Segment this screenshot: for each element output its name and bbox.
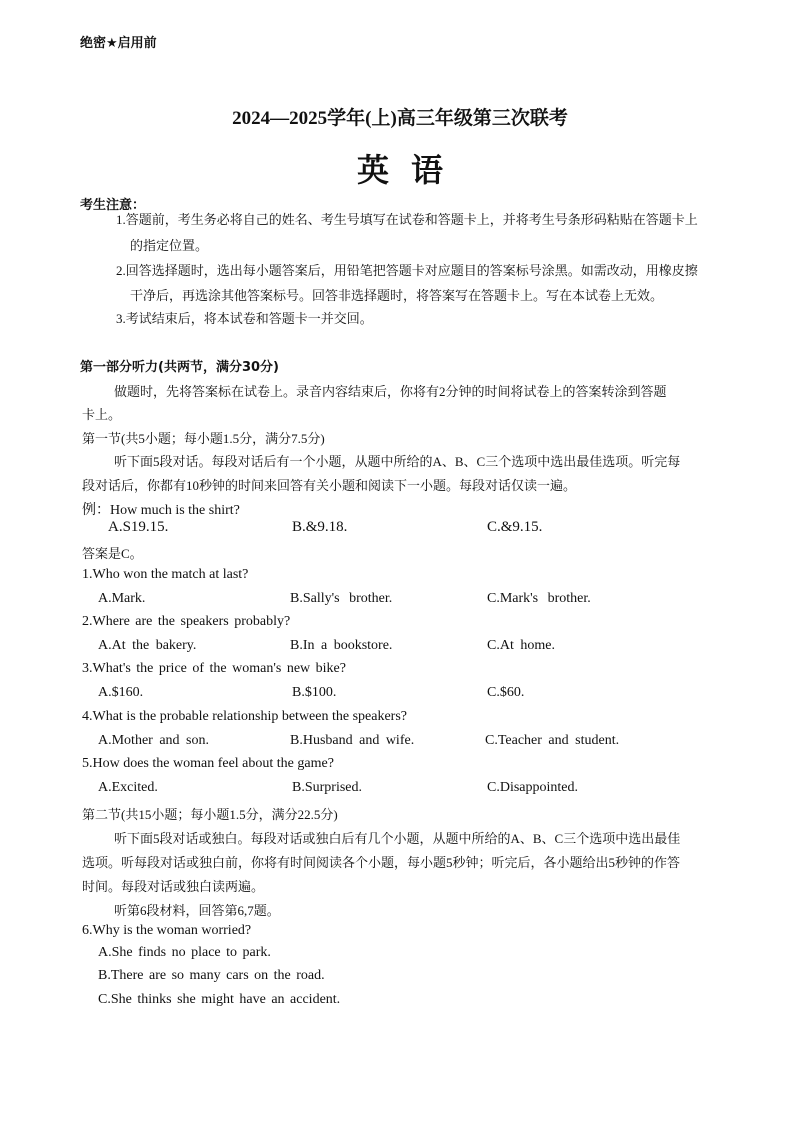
example-answer: 答案是C。 [82, 546, 143, 561]
q3-option-c: C.$60. [487, 685, 525, 700]
notice-item-2: 2.回答选择题时，选出每小题答案后，用铅笔把答题卡对应题目的答案标号涂黑。如需改动，用橡皮擦 [116, 263, 698, 278]
subject-title: 英语 [356, 151, 465, 189]
notice-item-2-cont: 干净后，再选涂其他答案标号。回答非选择题时，将答案写在答题卡上。写在本试卷上无效。 [130, 288, 664, 303]
notice-item-3: 3.考试结束后，将本试卷和答题卡一并交回。 [116, 311, 373, 326]
part1-intro-line2: 卡上。 [82, 407, 122, 422]
q2-option-b: B.In a bookstore. [290, 638, 393, 653]
section1-instr-line2: 段对话后，你都有10秒钟的时间来回答有关小题和阅读下一小题。每段对话仅读一遍。 [82, 478, 577, 493]
q5-option-a: A.Excited. [98, 780, 158, 795]
q6-option-b: B.There are so many cars on the road. [98, 968, 325, 983]
section1-heading: 第一节(共5小题；每小题1.5分，满分7.5分) [82, 431, 325, 446]
notice-heading: 考生注意： [80, 198, 146, 213]
q4-option-b: B.Husband and wife. [290, 733, 415, 748]
material-note: 听第6段材料，回答第6,7题。 [114, 903, 280, 918]
q3-option-b: B.$100. [292, 685, 337, 700]
example-option-b: B.&9.18. [292, 519, 348, 535]
example-question: 例：How much is the shirt? [82, 503, 240, 518]
q2-option-a: A.At the bakery. [98, 638, 197, 653]
notice-item-1: 1.答题前，考生务必将自己的姓名、考生号填写在试卷和答题卡上，并将考生号条形码粘贴在答题卡上 [116, 212, 698, 227]
part1-intro-line1: 做题时，先将答案标在试卷上。录音内容结束后，你将有2分钟的时间将试卷上的答案转涂到答题 [114, 384, 667, 399]
q4-option-a: A.Mother and son. [98, 733, 209, 748]
q1-option-b: B.Sally's brother. [290, 591, 393, 606]
q2-option-c: C.At home. [487, 638, 555, 653]
section2-instr-line2: 选项。听每段对话或独白前，你将有时间阅读各个小题，每小题5秒钟；听完后，各小题给出5秒钟的作答 [82, 855, 681, 870]
confidential-label: 绝密★启用前 [80, 36, 157, 51]
q1-option-a: A.Mark. [98, 591, 146, 606]
section1-instr-line1: 听下面5段对话。每段对话后有一个小题，从题中所给的A、B、C三个选项中选出最佳选项。听完每 [114, 454, 681, 469]
q5-option-c: C.Disappointed. [487, 780, 578, 795]
part1-heading: 第一部分听力(共两节，满分30分) [80, 360, 279, 375]
q6-option-a: A.She finds no place to park. [98, 945, 271, 960]
q3-option-a: A.$160. [98, 685, 144, 700]
notice-item-1-cont: 的指定位置。 [130, 238, 209, 253]
example-option-c: C.&9.15. [487, 519, 543, 535]
question-5: 5.How does the woman feel about the game? [82, 756, 334, 771]
example-option-a: A.S19.15. [108, 519, 169, 535]
section2-heading: 第二节(共15小题；每小题1.5分，满分22.5分) [82, 807, 338, 822]
q4-option-c: C.Teacher and student. [485, 733, 620, 748]
question-3: 3.What's the price of the woman's new bike? [82, 661, 346, 676]
exam-title: 2024—2025学年(上)高三年级第三次联考 [232, 108, 568, 129]
q5-option-b: B.Surprised. [292, 780, 362, 795]
question-4: 4.What is the probable relationship between the speakers? [82, 709, 407, 724]
question-1: 1.Who won the match at last? [82, 567, 249, 582]
section2-instr-line1: 听下面5段对话或独白。每段对话或独白后有几个小题，从题中所给的A、B、C三个选项中选出最佳 [114, 831, 681, 846]
q1-option-c: C.Mark's brother. [487, 591, 591, 606]
question-2: 2.Where are the speakers probably? [82, 614, 291, 629]
q6-option-c: C.She thinks she might have an accident. [98, 992, 341, 1007]
question-6: 6.Why is the woman worried? [82, 923, 252, 938]
section2-instr-line3: 时间。每段对话或独白读两遍。 [82, 879, 265, 894]
